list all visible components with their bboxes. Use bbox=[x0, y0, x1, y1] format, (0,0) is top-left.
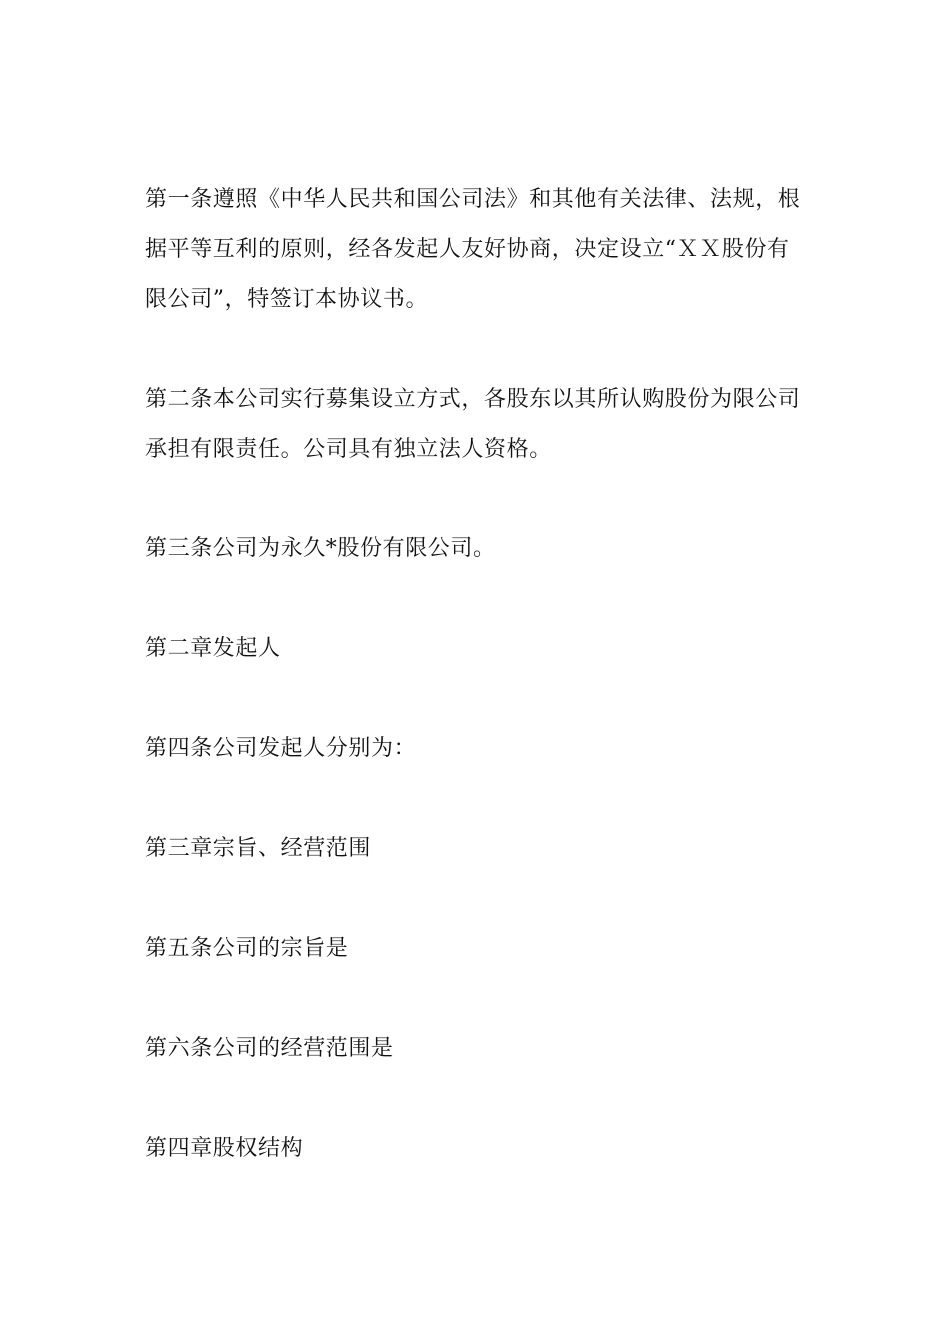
article-6: 第六条公司的经营范围是 bbox=[145, 1036, 394, 1061]
chapter-2-heading: 第二章发起人 bbox=[145, 636, 281, 661]
article-4: 第四条公司发起人分别为： bbox=[145, 736, 417, 761]
chapter-4-heading: 第四章股权结构 bbox=[145, 1136, 304, 1161]
article-1: 第一条遵照《中华人民共和国公司法》和其他有关法律、法规，根据平等互利的原则，经各发起人友好协商，决定设立“ＸＸ股份有限公司”，特签订本协议书。 bbox=[145, 187, 801, 312]
article-3: 第三条公司为永久*股份有限公司。 bbox=[145, 536, 496, 561]
article-2: 第二条本公司实行募集设立方式，各股东以其所认购股份为限公司承担有限责任。公司具有独立法人资格。 bbox=[145, 387, 801, 462]
article-5: 第五条公司的宗旨是 bbox=[145, 936, 349, 961]
chapter-3-heading: 第三章宗旨、经营范围 bbox=[145, 836, 372, 861]
